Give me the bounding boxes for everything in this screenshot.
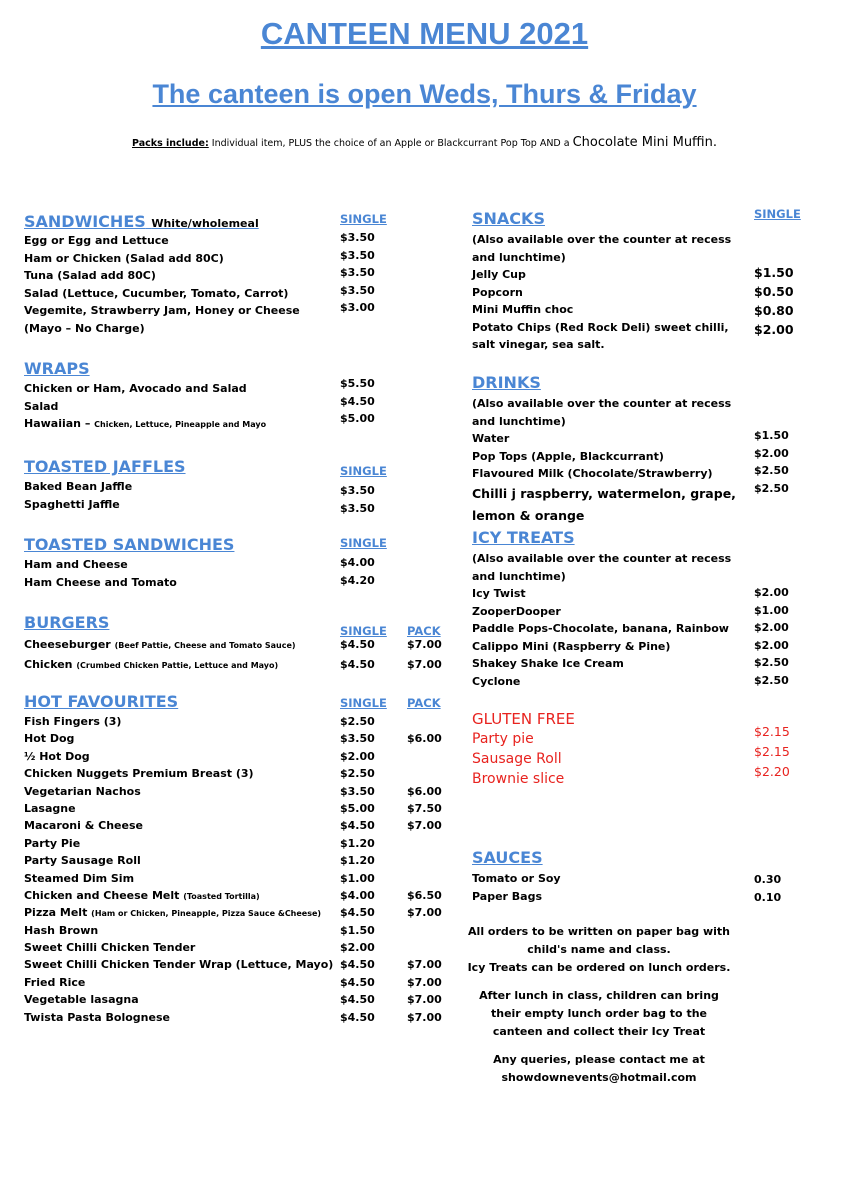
price: $1.00: [754, 603, 789, 617]
pack-price: $7.00: [407, 958, 442, 972]
price: $3.50: [340, 231, 375, 244]
toasted-list: [24, 556, 177, 591]
jaffles-heading: TOASTED JAFFLES: [24, 457, 186, 476]
item-name: Pizza Melt (Ham or Chicken, Pineapple, Pizza Sauce &Cheese): [24, 906, 322, 920]
wraps-list: [24, 380, 266, 434]
price: $2.00: [754, 638, 789, 652]
drinks-prices: [754, 427, 789, 497]
list-item: Paddle Pops-Chocolate, banana, Rainbow: [472, 622, 729, 635]
sauces-prices: [754, 871, 781, 906]
single-price: $4.50: [340, 638, 375, 651]
hot-pack-header: PACK: [407, 696, 441, 710]
menu-row: [24, 922, 444, 939]
price: $4.50: [340, 394, 375, 408]
pack-price: $7.00: [407, 993, 442, 1007]
burgers-single-header: SINGLE: [340, 624, 387, 638]
price: $3.50: [340, 248, 375, 262]
sandwiches-heading: SANDWICHES White/wholemeal: [24, 212, 259, 231]
hot-list: [24, 713, 444, 1026]
jaffles-prices: [340, 482, 375, 517]
list-item: Water: [472, 432, 510, 445]
list-item: Cyclone: [472, 674, 521, 688]
list-item: Brownie slice: [472, 771, 565, 787]
snacks-list: [472, 231, 731, 354]
single-price: $4.00: [340, 888, 375, 902]
single-price: $1.20: [340, 836, 375, 850]
list-item: Baked Bean Jaffle: [24, 480, 133, 493]
gluten-list: [472, 709, 575, 789]
pack-price: $7.00: [407, 819, 442, 833]
menu-row: [24, 904, 444, 921]
item-name: Fish Fingers (3): [24, 715, 122, 728]
list-item: Tuna (Salad add 80C): [24, 269, 156, 282]
footer-line: Icy Treats can be ordered on lunch orders.: [467, 961, 731, 974]
footer-line: child's name and class.: [527, 943, 671, 956]
price: $2.15: [754, 724, 790, 739]
menu-row: [24, 783, 444, 800]
price: $0.80: [754, 303, 794, 318]
list-item: Egg or Egg and Lettuce: [24, 234, 169, 247]
wraps-heading: WRAPS: [24, 359, 90, 378]
pack-price: $6.50: [407, 888, 442, 902]
menu-row: [24, 765, 444, 782]
wraps-prices: [340, 375, 375, 428]
item-name: Party Pie: [24, 836, 81, 850]
list-item: Potato Chips (Red Rock Deli) sweet chilli,: [472, 320, 729, 334]
price: $1.50: [754, 429, 789, 442]
single-price: $2.00: [340, 749, 375, 763]
price: $0.50: [754, 284, 794, 299]
list-item: Icy Twist: [472, 587, 526, 600]
list-item: Paper Bags: [472, 889, 543, 903]
pack-price: $7.50: [407, 801, 442, 815]
list-item: Ham and Cheese: [24, 558, 128, 571]
list-item: Chicken or Ham, Avocado and Salad: [24, 382, 247, 395]
price: $1.50: [754, 265, 794, 280]
single-price: $1.50: [340, 923, 375, 937]
list-item: Salad: [24, 399, 59, 413]
sauces-heading: SAUCES: [472, 848, 543, 867]
sauces-list: [472, 870, 561, 905]
list-item: Calippo Mini (Raspberry & Pine): [472, 639, 671, 653]
sandwiches-single-header: SINGLE: [340, 212, 387, 226]
list-item: Ham Cheese and Tomato: [24, 575, 177, 589]
footer-line: All orders to be written on paper bag with: [468, 925, 730, 938]
icy-list: [472, 550, 731, 690]
sandwiches-prices: [340, 229, 375, 317]
counter-note: (Also available over the counter at recess: [472, 552, 732, 565]
price: $3.50: [340, 283, 375, 297]
price: $5.50: [340, 377, 375, 390]
menu-row: [24, 713, 444, 730]
menu-row: [24, 817, 444, 834]
footer-spacer: [460, 977, 738, 987]
item-name: Hash Brown: [24, 923, 99, 937]
single-price: $4.50: [340, 819, 375, 833]
pack-price: $7.00: [407, 658, 442, 671]
jaffles-list: [24, 478, 132, 513]
pack-price: $6.00: [407, 732, 442, 746]
icy-prices: [754, 584, 789, 689]
item-name: Chicken Nuggets Premium Breast (3): [24, 767, 254, 781]
counter-note: and lunchtime): [472, 250, 566, 264]
single-price: $3.50: [340, 784, 375, 798]
item-name: Sweet Chilli Chicken Tender: [24, 941, 196, 955]
item-name: Twista Pasta Bolognese: [24, 1010, 170, 1024]
menu-row: [24, 974, 444, 991]
list-item: salt vinegar, sea salt.: [472, 338, 605, 351]
price: $2.50: [754, 673, 789, 687]
counter-note: (Also available over the counter at recess: [472, 233, 732, 246]
single-price: $1.00: [340, 871, 375, 885]
menu-row: [24, 748, 444, 765]
footer-notes: [460, 923, 738, 1087]
list-item: lemon & orange: [472, 507, 585, 523]
price: 0.10: [754, 890, 782, 904]
footer-email[interactable]: showdownevents@hotmail.com: [501, 1071, 697, 1084]
list-item: Popcorn: [472, 285, 523, 299]
single-price: $1.20: [340, 854, 375, 868]
list-item: Party pie: [472, 731, 534, 747]
snacks-heading: SNACKS: [472, 209, 545, 228]
price: $3.50: [340, 484, 375, 497]
list-item: Ham or Chicken (Salad add 80C): [24, 251, 224, 265]
item-name: ½ Hot Dog: [24, 749, 90, 763]
price: $2.50: [754, 481, 789, 495]
single-price: $3.50: [340, 732, 375, 746]
jaffles-single-header: SINGLE: [340, 464, 387, 478]
item-name: Vegetarian Nachos: [24, 784, 141, 798]
page-subtitle: The canteen is open Weds, Thurs & Friday: [152, 79, 697, 109]
pack-price: $6.00: [407, 784, 442, 798]
price: $3.50: [340, 266, 375, 279]
snacks-single-header: SINGLE: [754, 207, 801, 221]
packs-big: Chocolate Mini Muffin.: [572, 135, 717, 150]
icy-heading: ICY TREATS: [472, 528, 575, 547]
menu-row: [24, 991, 444, 1008]
list-item: ZooperDooper: [472, 604, 561, 618]
single-price: $4.50: [340, 975, 375, 989]
item-name: Lasagne: [24, 801, 76, 815]
price: $4.20: [340, 573, 375, 587]
burgers-list: [24, 636, 444, 676]
menu-row: [24, 887, 444, 904]
gluten-heading: GLUTEN FREE: [472, 710, 575, 728]
single-price: $4.50: [340, 958, 375, 972]
price: $2.00: [754, 586, 789, 599]
packs-text: Individual item, PLUS the choice of an Apple or Blackcurrant Pop Top AND a: [208, 138, 573, 149]
snacks-prices: [754, 263, 794, 339]
menu-row: [24, 636, 444, 656]
list-item: Mini Muffin choc: [472, 303, 574, 316]
price: $3.00: [340, 301, 375, 314]
price: $2.00: [754, 446, 789, 460]
burgers-heading: BURGERS: [24, 613, 110, 632]
list-item: Pop Tops (Apple, Blackcurrant): [472, 449, 664, 463]
single-price: $4.50: [340, 658, 375, 671]
single-price: $5.00: [340, 801, 375, 815]
footer-line: Any queries, please contact me at: [493, 1053, 705, 1066]
single-price: $4.50: [340, 906, 375, 920]
menu-row: [24, 870, 444, 887]
menu-row: [24, 800, 444, 817]
price: 0.30: [754, 873, 782, 886]
price: $2.50: [754, 656, 789, 669]
menu-row: [24, 956, 444, 973]
burgers-pack-header: PACK: [407, 624, 441, 638]
price: $2.50: [754, 464, 789, 477]
item-name: Macaroni & Cheese: [24, 819, 143, 833]
item-name: Steamed Dim Sim: [24, 871, 135, 885]
single-price: $2.00: [340, 941, 375, 955]
hot-single-header: SINGLE: [340, 696, 387, 710]
item-name: Hot Dog: [24, 732, 75, 746]
menu-row: [24, 939, 444, 956]
drinks-list: [472, 395, 736, 527]
counter-note: and lunchtime): [472, 414, 566, 428]
footer-line: their empty lunch order bag to the: [490, 1007, 707, 1020]
pack-price: $7.00: [407, 906, 442, 920]
price: $2.00: [754, 621, 789, 634]
list-item: Hawaiian – Chicken, Lettuce, Pineapple and Mayo: [24, 417, 267, 430]
list-item: Vegemite, Strawberry Jam, Honey or Cheese: [24, 304, 300, 317]
hot-heading: HOT FAVOURITES: [24, 692, 179, 711]
toasted-single-header: SINGLE: [340, 536, 387, 550]
footer-line: canteen and collect their Icy Treat: [492, 1025, 706, 1038]
menu-row: [24, 1009, 444, 1026]
pack-price: $7.00: [407, 975, 442, 989]
footer-line: After lunch in class, children can bring: [479, 989, 719, 1002]
packs-label: Packs include:: [132, 138, 209, 149]
item-name: Vegetable lasagna: [24, 993, 139, 1007]
menu-row: [24, 656, 444, 676]
counter-note: and lunchtime): [472, 569, 566, 583]
item-name: Fried Rice: [24, 975, 86, 989]
price: $2.20: [754, 764, 790, 779]
drinks-heading: DRINKS: [472, 373, 541, 392]
menu-row: [24, 835, 444, 852]
price: $2.15: [754, 744, 790, 759]
menu-row: [24, 730, 444, 747]
counter-note: (Also available over the counter at recess: [472, 397, 732, 410]
sandwiches-list: [24, 232, 300, 337]
pack-price: $7.00: [407, 638, 442, 651]
gluten-prices: [754, 722, 790, 782]
toasted-prices: [340, 554, 375, 589]
single-price: $4.50: [340, 1010, 375, 1024]
list-item: Salad (Lettuce, Cucumber, Tomato, Carrot): [24, 286, 289, 300]
list-item: Shakey Shake Ice Cream: [472, 657, 624, 670]
list-item: Sausage Roll: [472, 751, 562, 767]
sandwiches-sub: White/wholemeal: [151, 217, 259, 230]
menu-row: [24, 852, 444, 869]
item-name: Chicken (Crumbed Chicken Pattie, Lettuce and Mayo): [24, 658, 279, 671]
packs-note: [0, 135, 849, 150]
list-item: (Mayo – No Charge): [24, 321, 145, 335]
price: $2.00: [754, 322, 794, 337]
item-name: Chicken and Cheese Melt (Toasted Tortilla): [24, 888, 260, 902]
toasted-heading: TOASTED SANDWICHES: [24, 535, 235, 554]
list-item: Flavoured Milk (Chocolate/Strawberry): [472, 467, 713, 480]
list-item: Tomato or Soy: [472, 872, 561, 885]
item-name: Sweet Chilli Chicken Tender Wrap (Lettuce, Mayo): [24, 958, 334, 972]
item-name: Cheeseburger (Beef Pattie, Cheese and Tomato Sauce): [24, 638, 296, 651]
footer-spacer: [460, 1041, 738, 1051]
list-item: Spaghetti Jaffle: [24, 497, 120, 511]
list-item: Jelly Cup: [472, 268, 526, 281]
pack-price: $7.00: [407, 1010, 442, 1024]
page-title: CANTEEN MENU 2021: [260, 16, 589, 51]
single-price: $2.50: [340, 767, 375, 781]
single-price: $4.50: [340, 993, 375, 1007]
list-item: Chilli j raspberry, watermelon, grape,: [472, 485, 736, 501]
price: $4.00: [340, 556, 375, 569]
single-price: $2.50: [340, 715, 375, 728]
item-name: Party Sausage Roll: [24, 854, 141, 868]
price: $3.50: [340, 501, 375, 515]
price: $5.00: [340, 412, 375, 425]
